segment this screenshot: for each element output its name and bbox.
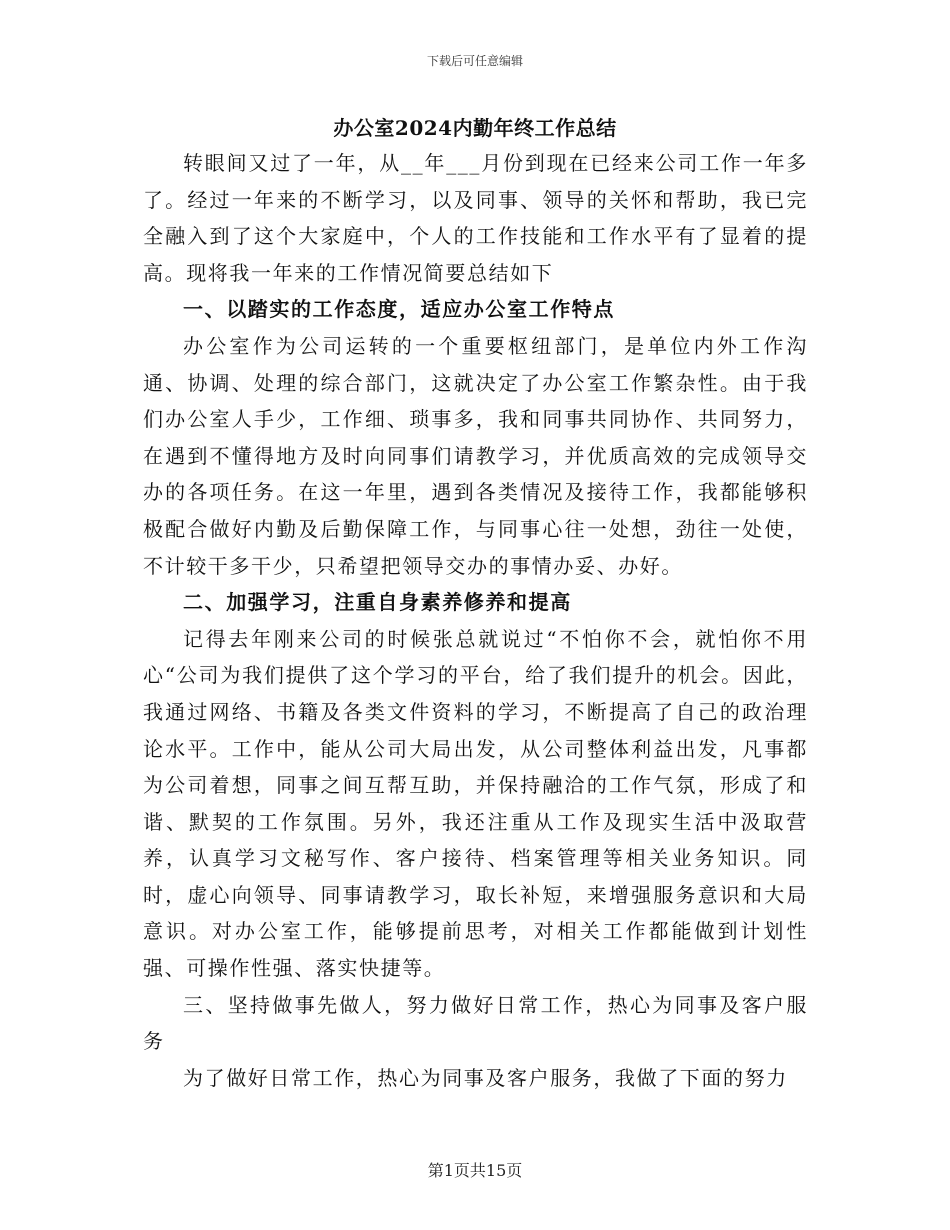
section-paragraph-1: 办公室作为公司运转的一个重要枢纽部门，是单位内外工作沟通、协调、处理的综合部门，这就决定了办公室工作繁杂性。由于我们办公室人手少，工作细、琐事多，我和同事共同协作、共同努力，在遇到不懂得地方及时向同事们请教学习，并优质高效的完成领导交办的各项任务。在这一年里，遇到各类情况及接待工作，我都能够积极配合做好内勤及后勤保障工作，与同事心往一处想，劲往一处使，不计较干多干少，只希望把领导交办的事情办妥、办好。: [143, 333, 808, 578]
section-heading-3: 三、坚持做事先做人，努力做好日常工作，热心为同事及客户服务: [143, 992, 808, 1054]
page-number: 第1页共15页: [427, 1161, 523, 1180]
section-heading-2: 二、加强学习，注重自身素养修养和提高: [183, 590, 572, 615]
section-paragraph-3: 为了做好日常工作，热心为同事及客户服务，我做了下面的努力: [183, 1065, 788, 1090]
document-body: [143, 145, 808, 1096]
page-header-note: 下载后可任意编辑: [426, 54, 523, 68]
section-paragraph-2: 记得去年刚来公司的时候张总就说过“不怕你不会，就怕你不用心“公司为我们提供了这个学习的平台，给了我们提升的机会。因此，我通过网络、书籍及各类文件资料的学习，不断提高了自己的政治理论水平。工作中，能从公司大局出发，从公司整体利益出发，凡事都为公司着想，同事之间互帮互助，并保持融洽的工作气氛，形成了和谐、默契的工作氛围。另外，我还注重从工作及现实生活中汲取营养，认真学习文秘写作、客户接待、档案管理等相关业务知识。同时，虚心向领导、同事请教学习，取长补短，来增强服务意识和大局意识。对办公室工作，能够提前思考，对相关工作都能做到计划性强、可操作性强、落实快捷等。: [143, 626, 808, 981]
document-title: 办公室2024内勤年终工作总结: [333, 116, 617, 140]
intro-paragraph: 转眼间又过了一年，从__年___月份到现在已经来公司工作一年多了。经过一年来的不断学习，以及同事、领导的关怀和帮助，我已完全融入到了这个大家庭中，个人的工作技能和工作水平有了显着的提高。现将我一年来的工作情况简要总结如下: [143, 151, 808, 285]
section-heading-1: 一、以踏实的工作态度，适应办公室工作特点: [183, 297, 615, 322]
